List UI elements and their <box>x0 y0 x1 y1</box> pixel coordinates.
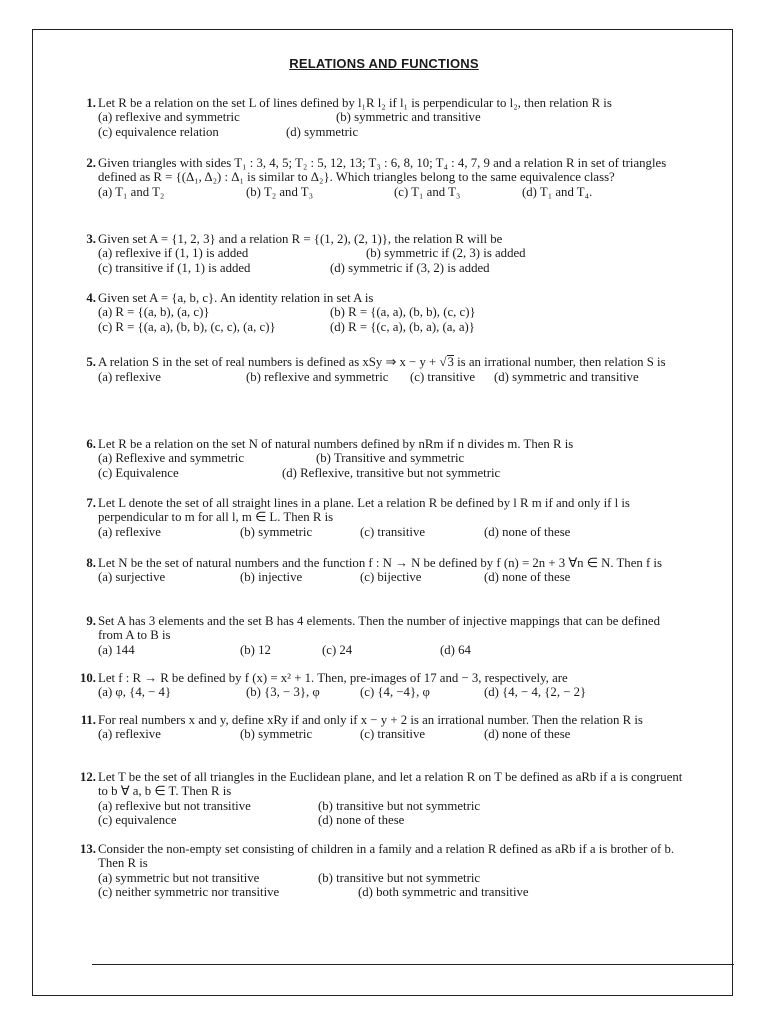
question-stem: Given triangles with sides T₁ : 3, 4, 5; T₂ : 5, 12, 13; T₃ : 6, 8, 10; T₄ : 4, 7, 9 and a relation R in set of triangles defined as R = {(Δ₁, Δ₂) : Δ₁ is similar to Δ₂}. Which triangles belong to the same equivalence class? <box>98 156 667 185</box>
question-12 <box>80 770 688 828</box>
question-number: 3. <box>86 232 96 246</box>
option-a: (a) reflexive <box>98 727 161 742</box>
question-number: 7. <box>86 496 96 510</box>
question-2 <box>86 156 688 199</box>
option-b: (b) symmetric and transitive <box>336 110 481 125</box>
option-a: (a) reflexive and symmetric <box>98 110 240 125</box>
option-b: (b) transitive but not symmetric <box>318 798 481 813</box>
question-number: 2. <box>86 156 96 170</box>
question-stem: Given set A = {1, 2, 3} and a relation R = {(1, 2), (2, 1)}, the relation R will be <box>98 232 503 246</box>
option-c: (c) transitive <box>360 524 426 539</box>
question-7 <box>86 496 688 539</box>
question-13 <box>80 842 688 900</box>
option-a: (a) reflexive <box>98 370 161 385</box>
question-number: 12. <box>80 770 96 784</box>
question-stem: Let L denote the set of all straight lines in a plane. Let a relation R be defined by l R m if and only if l is perpendicular to m for all l, m ∈ L. Then R is <box>98 496 630 525</box>
option-c: (c) Equivalence <box>98 465 179 480</box>
question-number: 11. <box>80 713 96 727</box>
option-d: (d) symmetric if (3, 2) is added <box>330 260 490 275</box>
option-c: (c) T₁ and T₃ <box>394 184 461 199</box>
question-number: 1. <box>86 96 96 110</box>
option-b: (b) transitive but not symmetric <box>318 870 481 885</box>
option-d: (d) R = {(c, a), (b, a), (a, a)} <box>330 319 475 334</box>
option-d: (d) none of these <box>484 524 571 539</box>
option-d: (d) none of these <box>484 570 571 585</box>
question-1 <box>86 96 688 139</box>
question-stem <box>98 355 688 369</box>
question-stem: Let N be the set of natural numbers and the function f : N → N be defined by f (n) = 2n + 3 ∀n ∈ N. Then f is <box>98 556 662 570</box>
question-number: 4. <box>86 291 96 305</box>
option-b: (b) symmetric <box>240 524 313 539</box>
option-d: (d) symmetric and transitive <box>494 370 639 385</box>
option-b: (b) R = {(a, a), (b, b), (c, c)} <box>330 305 476 320</box>
option-b: (b) symmetric if (2, 3) is added <box>366 246 526 261</box>
option-a: (a) reflexive but not transitive <box>98 798 251 813</box>
option-c: (c) neither symmetric nor transitive <box>98 885 280 900</box>
page-title: RELATIONS AND FUNCTIONS <box>289 56 479 71</box>
option-b: (b) T₂ and T₃ <box>246 184 314 199</box>
option-d: (d) symmetric <box>286 124 359 139</box>
option-b: (b) injective <box>240 570 303 585</box>
option-c: (c) transitive <box>410 370 476 385</box>
question-8 <box>86 556 688 585</box>
question-11 <box>80 713 688 742</box>
option-a: (a) surjective <box>98 570 166 585</box>
option-a: (a) reflexive <box>98 524 161 539</box>
question-number: 6. <box>86 437 96 451</box>
option-a: (a) R = {(a, b), (a, c)} <box>98 305 210 320</box>
option-b: (b) 12 <box>240 642 271 657</box>
option-a: (a) φ, {4, − 4} <box>98 685 172 700</box>
option-c: (c) bijective <box>360 570 422 585</box>
option-a: (a) symmetric but not transitive <box>98 870 260 885</box>
question-number: 5. <box>86 355 96 369</box>
question-number: 8. <box>86 556 96 570</box>
option-c: (c) transitive <box>360 727 426 742</box>
question-stem: Given set A = {a, b, c}. An identity relation in set A is <box>98 291 374 305</box>
option-d: (d) {4, − 4, {2, − 2} <box>484 685 587 700</box>
question-6 <box>86 437 688 480</box>
option-b: (b) symmetric <box>240 727 313 742</box>
option-d: (d) T₁ and T₄. <box>522 184 593 199</box>
option-b: (b) {3, − 3}, φ <box>246 685 320 700</box>
question-stem: For real numbers x and y, define xRy if and only if x − y + 2 is an irrational number. Then the relation R is <box>98 713 643 727</box>
question-3 <box>86 232 688 275</box>
option-c: (c) {4, −4}, φ <box>360 685 430 700</box>
question-4 <box>86 291 688 334</box>
question-number: 10. <box>80 671 96 685</box>
question-number: 13. <box>80 842 96 856</box>
stem-part-2: is an irrational number, then relation S is <box>453 355 666 369</box>
option-d: (d) none of these <box>484 727 571 742</box>
option-b: (b) Transitive and symmetric <box>316 451 465 466</box>
question-stem: Consider the non-empty set consisting of children in a family and a relation R defined as aRb if a is brother of b. Then R is <box>98 842 675 871</box>
option-b: (b) reflexive and symmetric <box>246 370 389 385</box>
option-c: (c) equivalence <box>98 813 177 828</box>
question-10 <box>80 671 688 700</box>
question-stem: Let R be a relation on the set L of lines defined by l₁R l₂ if l₁ is perpendicular to l₂, then relation R is <box>98 96 612 110</box>
option-d: (d) both symmetric and transitive <box>358 885 529 900</box>
question-number: 9. <box>86 614 96 628</box>
sqrt-radicand: 3 <box>447 355 454 369</box>
question-stem: Set A has 3 elements and the set B has 4 elements. Then the number of injective mappings that can be defined from A to B is <box>98 614 660 643</box>
footer-rule <box>92 964 734 965</box>
option-c: (c) R = {(a, a), (b, b), (c, c), (a, c)} <box>98 319 276 334</box>
stem-part-1: A relation S in the set of real numbers is defined as xSy ⇒ x − y + √ <box>98 355 447 369</box>
question-5 <box>86 355 688 385</box>
option-d: (d) 64 <box>440 642 471 657</box>
question-stem: Let R be a relation on the set N of natural numbers defined by nRm if n divides m. Then R is <box>98 437 574 451</box>
option-d: (d) none of these <box>318 813 405 828</box>
option-a: (a) 144 <box>98 642 135 657</box>
question-stem: Let f : R → R be defined by f (x) = x² + 1. Then, pre-images of 17 and − 3, respectively, are <box>98 671 568 685</box>
option-a: (a) Reflexive and symmetric <box>98 451 245 466</box>
option-a: (a) T₁ and T₂ <box>98 184 165 199</box>
option-d: (d) Reflexive, transitive but not symmetric <box>282 465 501 480</box>
option-c: (c) equivalence relation <box>98 124 219 139</box>
option-c: (c) 24 <box>322 642 353 657</box>
question-9 <box>86 614 688 657</box>
question-stem: Let T be the set of all triangles in the Euclidean plane, and let a relation R on T be defined as aRb if a is congruent to b ∀ a, b ∈ T. Then R is <box>98 770 683 799</box>
option-c: (c) transitive if (1, 1) is added <box>98 260 251 275</box>
option-a: (a) reflexive if (1, 1) is added <box>98 246 249 261</box>
